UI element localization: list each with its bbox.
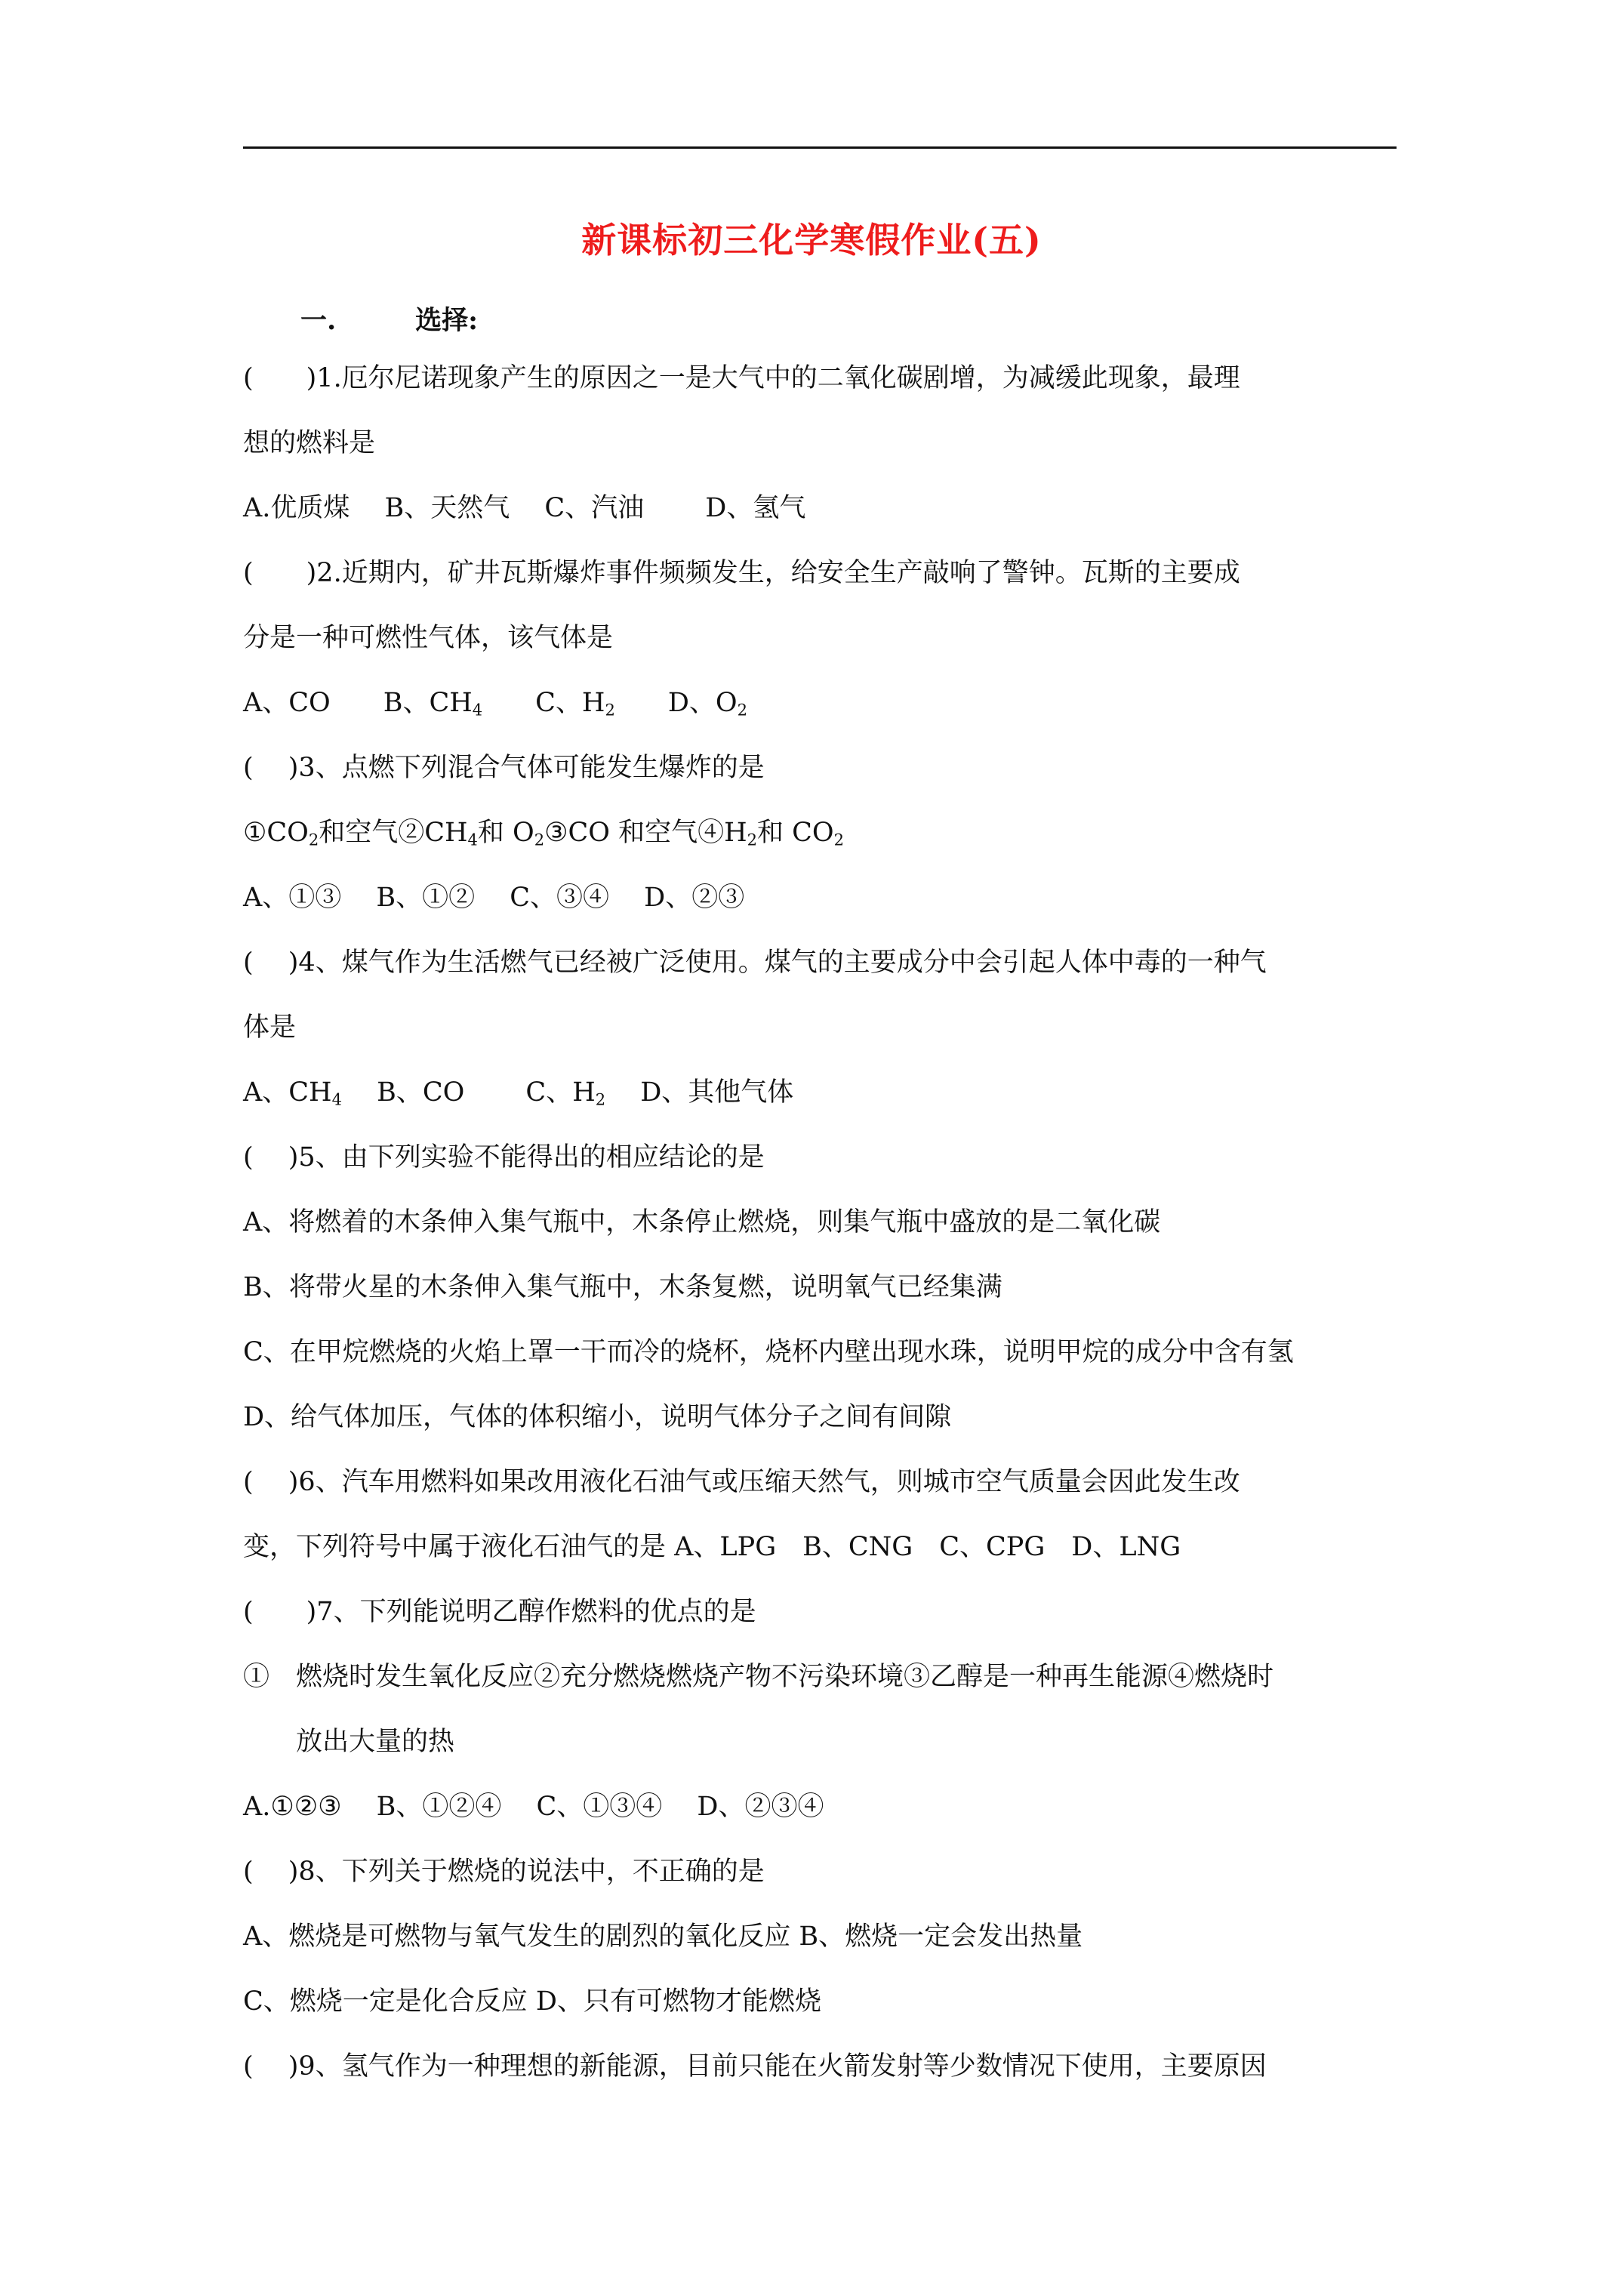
q3-mix-1: ①CO [243, 818, 309, 848]
q9-line-1: ( )9、氢气作为一种理想的新能源，目前只能在火箭发射等少数情况下使用，主要原因 [243, 2051, 1267, 2082]
q1-line-1: ( )1.厄尔尼诺现象产生的原因之一是大气中的二氧化碳剧增，为减缓此现象，最理 [243, 363, 1240, 393]
q5-line-1: ( )5、由下列实验不能得出的相应结论的是 [243, 1142, 765, 1173]
q2-option-c: D、O [614, 688, 738, 718]
page-title: 新课标初三化学寒假作业(五) [581, 220, 1042, 260]
q4-option-a: A、CH [243, 1077, 332, 1108]
q3-sub-3: 2 [534, 831, 545, 849]
q5-option-c: C、在甲烷燃烧的火焰上罩一干而冷的烧杯，烧杯内壁出现水珠，说明甲烷的成分中含有氢 [243, 1337, 1294, 1367]
q3-sub-2: 4 [467, 831, 478, 849]
q2-option-b: C、H [482, 688, 605, 718]
q5-option-d: D、给气体加压，气体的体积缩小，说明气体分子之间有间隙 [243, 1402, 952, 1432]
q4-sub-c: 2 [595, 1090, 606, 1109]
q3-mixtures [243, 814, 844, 852]
q5-option-b: B、将带火星的木条伸入集气瓶中，木条复燃，说明氧气已经集满 [243, 1272, 1002, 1302]
q6-line-1: ( )6、汽车用燃料如果改用液化石油气或压缩天然气，则城市空气质量会因此发生改 [243, 1467, 1240, 1497]
q3-mix-3: 和 O [477, 818, 534, 848]
q7-options: A.①②③ B、①②④ C、①③④ D、②③④ [243, 1792, 824, 1822]
q2-option-a: A、CO B、CH [243, 688, 473, 718]
q3-mix-5: 和 CO [757, 818, 834, 848]
section-heading: 一. 选择: [300, 305, 479, 336]
q2-line-2: 分是一种可燃性气体，该气体是 [243, 623, 614, 653]
q3-line-1: ( )3、点燃下列混合气体可能发生爆炸的是 [243, 753, 765, 783]
q1-options: A.优质煤 B、天然气 C、汽油 D、氢气 [243, 493, 806, 523]
q7-line-3: 放出大量的热 [243, 1727, 455, 1757]
q3-sub-1: 2 [308, 831, 319, 849]
q8-line-3: C、燃烧一定是化合反应 D、只有可燃物才能燃烧 [243, 1986, 821, 2017]
q7-line-1: ( )7、下列能说明乙醇作燃料的优点的是 [243, 1597, 756, 1627]
q6-line-2: 变，下列符号中属于液化石油气的是 A、LPG B、CNG C、CPG D、LNG [243, 1532, 1181, 1562]
q8-line-1: ( )8、下列关于燃烧的说法中，不正确的是 [243, 1857, 765, 1887]
q8-line-2: A、燃烧是可燃物与氧气发生的剧烈的氧化反应 B、燃烧一定会发出热量 [243, 1922, 1083, 1952]
q4-line-2: 体是 [243, 1012, 297, 1043]
q3-options: A、①③ B、①② C、③④ D、②③ [243, 883, 745, 913]
q3-mix-2: 和空气②CH [319, 818, 468, 848]
q3-sub-4: 2 [747, 831, 757, 849]
q7-line-2: ① 燃烧时发生氧化反应②充分燃烧燃烧产物不污染环境③乙醇是一种再生能源④燃烧时 [243, 1662, 1274, 1692]
q2-sub-a: 4 [472, 701, 483, 720]
q4-option-d: D、其他气体 [605, 1077, 794, 1108]
q3-mix-4: ③CO 和空气④H [544, 818, 747, 848]
q2-sub-b: 2 [605, 701, 615, 720]
header-rule [243, 146, 1397, 149]
q2-sub-c: 2 [737, 701, 747, 720]
q3-sub-5: 2 [833, 831, 844, 849]
q4-options [243, 1074, 793, 1111]
q5-option-a: A、将燃着的木条伸入集气瓶中，木条停止燃烧，则集气瓶中盛放的是二氧化碳 [243, 1207, 1161, 1237]
q2-options [243, 684, 747, 722]
q2-line-1: ( )2.近期内，矿井瓦斯爆炸事件频频发生，给安全生产敲响了警钟。瓦斯的主要成 [243, 558, 1240, 588]
q4-option-bc: B、CO C、H [341, 1077, 596, 1108]
q4-sub-a: 4 [331, 1090, 342, 1109]
q4-line-1: ( )4、煤气作为生活燃气已经被广泛使用。煤气的主要成分中会引起人体中毒的一种气 [243, 948, 1267, 978]
q1-line-2: 想的燃料是 [243, 428, 376, 458]
